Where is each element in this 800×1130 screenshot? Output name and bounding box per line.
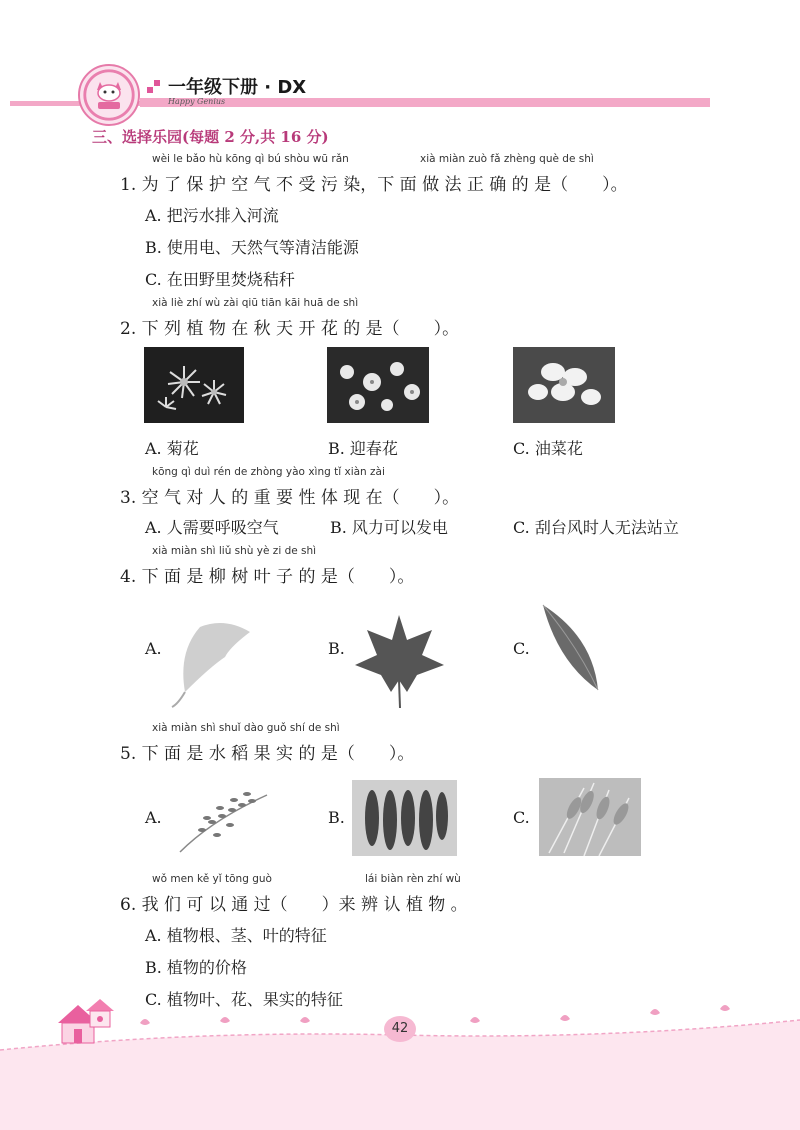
- millet-image: [352, 780, 457, 856]
- q4-text: 4. 下 面 是 柳 树 叶 子 的 是（ ）。: [120, 567, 415, 587]
- q5-option-c[interactable]: C.: [513, 808, 530, 827]
- q6-pinyin-b: lái biàn rèn zhí wù: [365, 873, 461, 885]
- q1-pinyin-a: wèi le bǎo hù kōng qì bú shòu wū rǎn: [152, 153, 349, 165]
- q2-option-a[interactable]: A. 菊花: [145, 439, 199, 458]
- q4-pinyin: xià miàn shì liǔ shù yè zi de shì: [152, 545, 317, 557]
- q3-pinyin: kōng qì duì rén de zhòng yào xìng tǐ xiàn zài: [152, 466, 385, 478]
- q3-option-a[interactable]: A. 人需要呼吸空气: [145, 518, 279, 537]
- q2-pinyin: xià liè zhí wù zài qiū tiān kāi huā de shì: [152, 297, 359, 309]
- q2-text: 2. 下 列 植 物 在 秋 天 开 花 的 是（ ）。: [120, 319, 460, 339]
- q1-option-a[interactable]: A. 把污水排入河流: [145, 206, 279, 225]
- logo: [78, 64, 140, 126]
- cat-mascot-icon: [94, 78, 124, 112]
- q5-pinyin: xià miàn shì shuǐ dào guǒ shí de shì: [152, 722, 340, 734]
- ginkgo-leaf-image: [170, 612, 260, 712]
- chrysanthemum-image: [144, 347, 244, 423]
- q4-option-c[interactable]: C.: [513, 639, 530, 658]
- q1-text: 1. 为 了 保 护 空 气 不 受 污 染，下 面 做 法 正 确 的 是（ ）。: [120, 175, 628, 195]
- rapeseed-flower-image: [513, 347, 615, 423]
- section-title: 三、选择乐园(每题 2 分,共 16 分): [92, 128, 329, 146]
- q6-option-b[interactable]: B. 植物的价格: [145, 958, 247, 977]
- q6-option-c[interactable]: C. 植物叶、花、果实的特征: [145, 990, 343, 1009]
- q6-text: 6. 我 们 可 以 通 过（ ）来 辨 认 植 物 。: [120, 895, 468, 915]
- page-header-title: 一年级下册 · DX: [168, 77, 307, 98]
- house-icon: [50, 995, 120, 1047]
- q6-pinyin-a: wǒ men kě yǐ tōng guò: [152, 873, 272, 885]
- q3-option-c[interactable]: C. 刮台风时人无法站立: [513, 518, 679, 537]
- q4-option-a[interactable]: A.: [145, 639, 162, 658]
- q4-option-b[interactable]: B.: [328, 639, 345, 658]
- q6-option-a[interactable]: A. 植物根、茎、叶的特征: [145, 926, 327, 945]
- q3-text: 3. 空 气 对 人 的 重 要 性 体 现 在（ ）。: [120, 488, 460, 508]
- q2-option-b[interactable]: B. 迎春花: [328, 439, 398, 458]
- brand-square-icon: [147, 80, 161, 94]
- rice-ear-image: [172, 780, 272, 860]
- q1-option-b[interactable]: B. 使用电、天然气等清洁能源: [145, 238, 359, 257]
- q5-option-b[interactable]: B.: [328, 808, 345, 827]
- winter-jasmine-image: [327, 347, 429, 423]
- page-number: 42: [384, 1016, 416, 1042]
- maple-leaf-image: [352, 610, 447, 710]
- header-subtitle: Happy Genius: [168, 97, 226, 106]
- willow-leaf-image: [538, 602, 608, 697]
- q5-option-a[interactable]: A.: [145, 808, 162, 827]
- q1-option-c[interactable]: C. 在田野里焚烧秸秆: [145, 270, 295, 289]
- wheat-image: [539, 778, 641, 856]
- header-bar: [140, 98, 710, 107]
- q5-text: 5. 下 面 是 水 稻 果 实 的 是（ ）。: [120, 744, 415, 764]
- q1-pinyin-b: xià miàn zuò fǎ zhèng què de shì: [420, 153, 594, 165]
- q2-option-c[interactable]: C. 油菜花: [513, 439, 583, 458]
- q3-option-b[interactable]: B. 风力可以发电: [330, 518, 448, 537]
